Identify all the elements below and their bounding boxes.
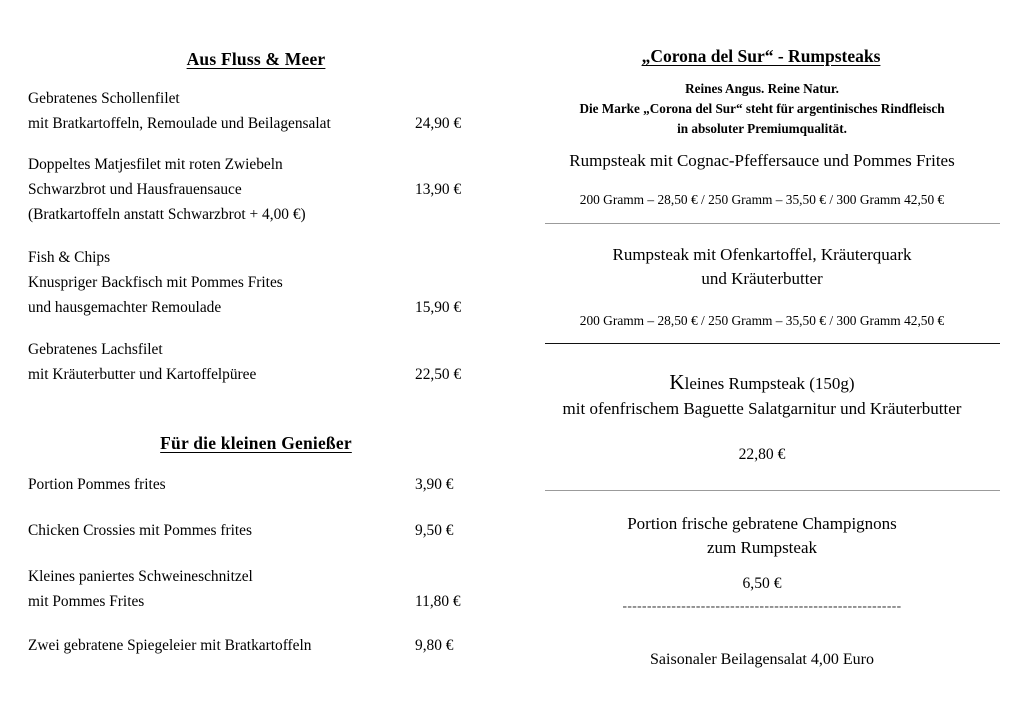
menu-item-price: 22,50 € [415, 366, 462, 383]
menu-item-line: Zwei gebratene Spiegeleier mit Bratkartoffeln [28, 637, 312, 654]
small-steak-price: 22,80 € [738, 446, 786, 463]
divider-2 [545, 343, 1000, 344]
divider-1 [545, 223, 1000, 224]
menu-item [28, 472, 498, 497]
menu-item-lines [28, 86, 498, 136]
menu-item-line: Gebratenes Schollenfilet [28, 90, 180, 107]
drop-cap: K [669, 370, 685, 394]
menu-item-line: und hausgemachter Remoulade [28, 299, 222, 316]
menu-item-price: 13,90 € [415, 181, 462, 198]
menu-item-price: 24,90 € [415, 115, 462, 132]
small-steak-dish-name-rest: leines Rumpsteak (150g) [684, 374, 855, 393]
menu-item-line: Portion Pommes frites [28, 476, 166, 493]
menu-item-lines [28, 564, 498, 614]
menu-item [28, 633, 498, 658]
steak-gram-prices: 200 Gramm – 28,50 € / 250 Gramm – 35,50 € / 300 Gramm 42,50 € [579, 192, 945, 207]
menu-item-line: mit Pommes Frites [28, 593, 145, 610]
menu-item-line: Schwarzbrot und Hausfrauensauce [28, 181, 242, 198]
section-heading-aus-fluss-meer: Aus Fluss & Meer [186, 49, 326, 69]
small-steak-dish-detail: mit ofenfrischem Baguette Salatgarnitur und Kräuterbutter [562, 399, 962, 418]
footer-note: Saisonaler Beilagensalat 4,00 Euro [650, 651, 874, 668]
section-heading-corona-del-sur: „Corona del Sur“ - Rumpsteaks [641, 46, 881, 66]
menu-item-line: mit Bratkartoffeln, Remoulade und Beilagensalat [28, 115, 331, 132]
small-steak-dish-name [522, 371, 1002, 396]
steak-gram-prices: 200 Gramm – 28,50 € / 250 Gramm – 35,50 € / 300 Gramm 42,50 € [579, 313, 945, 328]
menu-item-lines [28, 337, 498, 387]
menu-item-line: (Bratkartoffeln anstatt Schwarzbrot + 4,00 €) [28, 206, 306, 223]
menu-item [28, 245, 498, 320]
steak-dish-name: Rumpsteak mit Cognac-Pfeffersauce und Pommes Frites [569, 151, 955, 170]
menu-item-line: Chicken Crossies mit Pommes frites [28, 522, 253, 539]
menu-item-lines [28, 472, 498, 497]
menu-item-lines [28, 245, 498, 320]
menu-item-line: Gebratenes Lachsfilet [28, 341, 163, 358]
dashed-separator: --------------------------------------------------------- [622, 598, 902, 613]
side-dish-name: zum Rumpsteak [706, 538, 817, 557]
side-dish-name: Portion frische gebratene Champignons [627, 514, 897, 533]
menu-item-price: 15,90 € [415, 299, 462, 316]
menu-item-line: Doppeltes Matjesfilet mit roten Zwiebeln [28, 156, 283, 173]
menu-item [28, 337, 498, 387]
right-column [512, 0, 1024, 724]
divider-3 [545, 490, 1000, 491]
menu-item-line: Knuspriger Backfisch mit Pommes Frites [28, 274, 283, 291]
section-heading-fuer-die-kleinen-geniesser: Für die kleinen Genießer [160, 433, 352, 453]
brand-subtitle-line: Die Marke „Corona del Sur“ steht für argentinisches Rindfleisch [579, 101, 945, 116]
menu-item [28, 564, 498, 614]
menu-item [28, 86, 498, 136]
brand-subtitle-line: in absoluter Premiumqualität. [677, 121, 847, 136]
menu-item-price: 11,80 € [415, 593, 461, 610]
menu-item-line: Fish & Chips [28, 249, 111, 266]
menu-item-lines [28, 518, 498, 543]
side-dish-price: 6,50 € [742, 575, 782, 592]
menu-item-line: mit Kräuterbutter und Kartoffelpüree [28, 366, 257, 383]
menu-item-line: Kleines paniertes Schweineschnitzel [28, 568, 253, 585]
menu-item [28, 518, 498, 543]
brand-subtitle-line: Reines Angus. Reine Natur. [685, 81, 839, 96]
menu-item-price: 3,90 € [415, 476, 454, 493]
steak-dish-name: Rumpsteak mit Ofenkartoffel, Kräuterquark [612, 245, 912, 264]
steak-dish-name: und Kräuterbutter [701, 269, 823, 288]
menu-item [28, 152, 498, 227]
menu-item-lines [28, 152, 498, 227]
menu-item-price: 9,50 € [415, 522, 454, 539]
menu-item-lines [28, 633, 498, 658]
menu-item-price: 9,80 € [415, 637, 454, 654]
